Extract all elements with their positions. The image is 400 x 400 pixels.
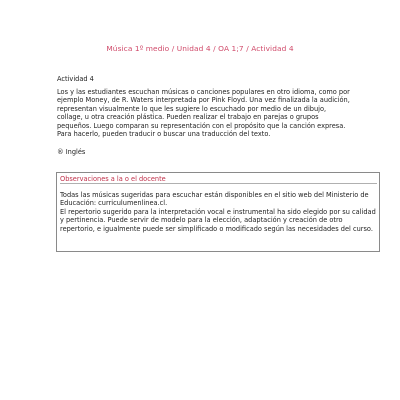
teacher-notes-heading: Observaciones a la o el docente	[60, 175, 276, 184]
teacher-notes-paragraph: El repertorio sugerido para la interpretación vocal e instrumental ha sido elegido por su calidad y pertinencia. Puede servir de modelo para la elección, adaptación y creación de otro repertorio, e igualmente puede ser simplificado o modificado según las necesidades del curso.	[60, 207, 376, 233]
page-header-breadcrumb: Música 1º medio / Unidad 4 / OA 1;7 / Actividad 4	[106, 44, 294, 53]
activity-title: Actividad 4	[57, 75, 94, 83]
teacher-notes-paragraph: Todas las músicas sugeridas para escuchar están disponibles en el sitio web del Ministerio de Educación: curriculumenlinea.cl.	[60, 191, 369, 208]
teacher-notes-divider	[272, 183, 377, 184]
related-subject-tag: ® Inglés	[57, 148, 86, 156]
teacher-notes-box	[56, 172, 380, 252]
teacher-notes-body	[60, 191, 376, 233]
activity-description: Los y las estudiantes escuchan músicas o canciones populares en otro idioma, como por ejemplo Money, de R. Waters interpretada por Pink Floyd. Una vez finalizada la audición, representan visualmente lo que les sugiere lo escuchado por medio de un dibujo, collage, u otra creación plástica. Pueden realizar el trabajo en parejas o grupos pequeños. Luego comparan su representación con el propósito que la canción expresa. Para hacerlo, pueden traducir o buscar una traducción del texto.	[57, 88, 350, 139]
